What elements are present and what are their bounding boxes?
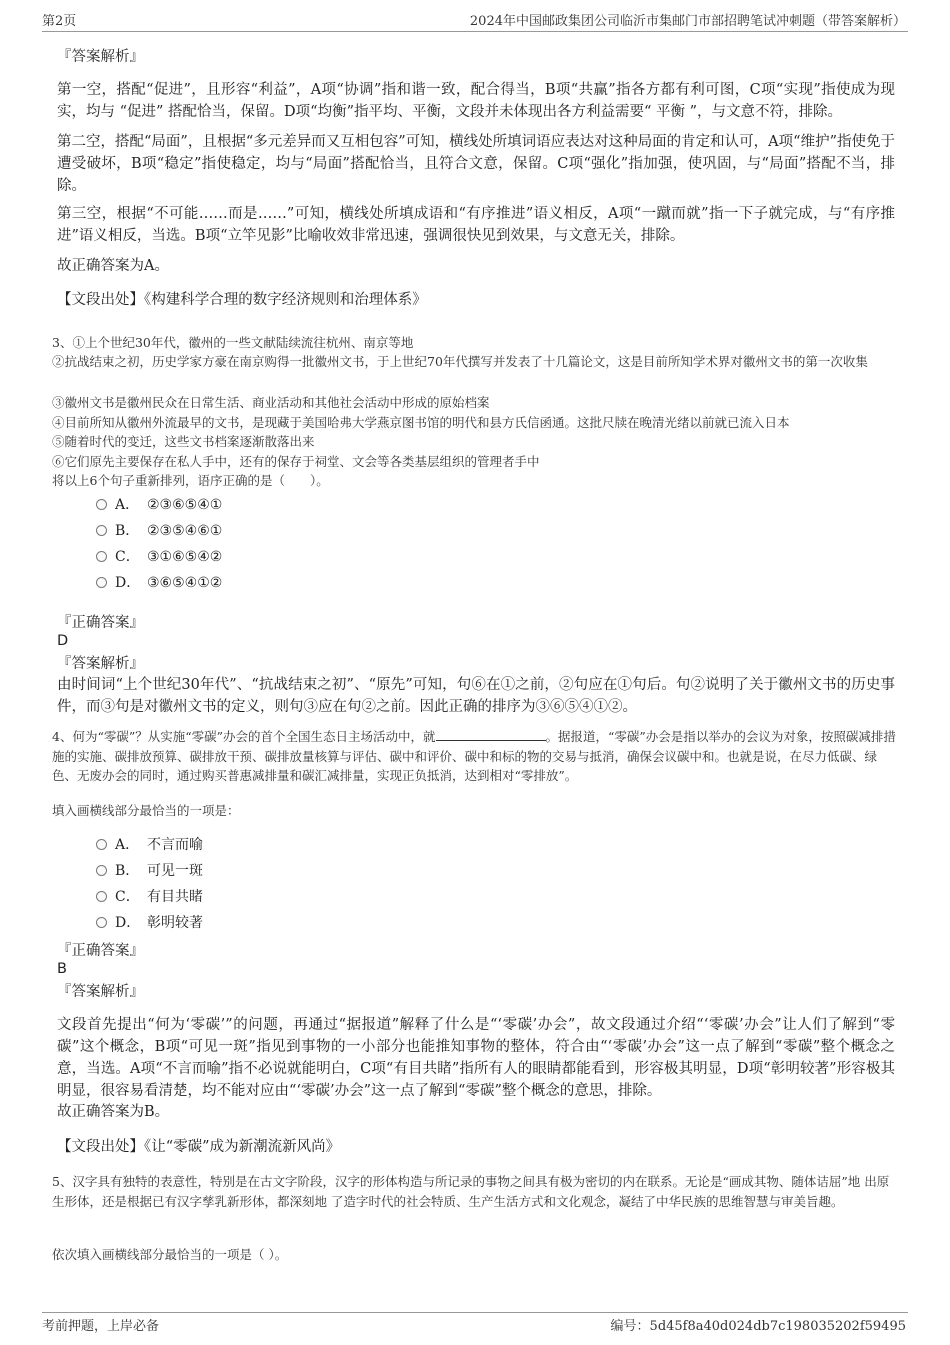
radio-icon[interactable] <box>96 891 107 902</box>
q4-source: 【文段出处】《让“零碳”成为新潮流新风尚》 <box>57 1139 341 1155</box>
q3-option-b[interactable]: B． ②③⑤④⑥① <box>96 521 222 541</box>
q4-option-c[interactable]: C． 有目共睹 <box>96 887 203 907</box>
q5-prompt: 依次填入画横线部分最恰当的一项是（ ）。 <box>52 1247 288 1262</box>
radio-icon[interactable] <box>96 525 107 536</box>
q3-prompt: 将以上6个句子重新排列，语序正确的是（ ）。 <box>52 473 329 488</box>
document-code: 编号：5d45f8a40d024db7c198035202f59495 <box>610 1319 906 1334</box>
q2-source: 【文段出处】《构建科学合理的数字经济规则和治理体系》 <box>57 292 427 308</box>
q3-option-c[interactable]: C． ③①⑥⑤④② <box>96 547 222 567</box>
q4-option-b[interactable]: B． 可见一斑 <box>96 861 203 881</box>
q3-sentence-4: ④目前所知从徽州外流最早的文书，是现藏于美国哈弗大学燕京图书馆的明代和县方氏信函通。这批尺牍在晚清光绪以前就已流入日本 <box>52 415 790 430</box>
q3-option-d[interactable]: D． ③⑥⑤④①② <box>96 573 222 593</box>
q3-sentence-6: ⑥它们原先主要保存在私人手中，还有的保存于祠堂、文会等各类基层组织的管理者手中 <box>52 454 540 469</box>
fill-blank <box>436 727 546 741</box>
page-number: 第2页 <box>42 14 77 29</box>
q3-correct-label: 『正确答案』 <box>57 615 144 631</box>
q2-analysis-para-1: 第一空，搭配“促进”，且形容“利益”，A项“协调”指和谐一致，配合得当，B项“共赢”指各方都有利可图，C项“实现”指使成为现实，均与 “促进” 搭配恰当，保留。D项“均衡”指平均、平衡，文段并未体现出各方利益需要“ 平衡 ”，与文意不符，排除。 <box>57 82 895 120</box>
q2-analysis-para-3: 第三空，根据“不可能……而是……”可知，横线处所填成语和“有序推进”语义相反，A项“一蹴而就”指一下子就完成，与“有序推进”语义相反，当选。B项“立竿见影”比喻收效非常迅速，强调很快见到效果，与文意无关，排除。 <box>57 206 895 244</box>
radio-icon[interactable] <box>96 551 107 562</box>
radio-icon[interactable] <box>96 499 107 510</box>
q2-analysis-label: 『答案解析』 <box>57 49 144 65</box>
radio-icon[interactable] <box>96 865 107 876</box>
q4-conclusion: 故正确答案为B。 <box>57 1104 170 1120</box>
q2-conclusion: 故正确答案为A。 <box>57 258 169 274</box>
footer-divider <box>42 1312 908 1313</box>
q4-prompt: 填入画横线部分最恰当的一项是： <box>52 803 240 818</box>
q3-analysis: 由时间词“上个世纪30年代”、“抗战结束之初”、“原先”可知，句⑥在①之前，②句应在①句后。句②说明了关于徽州文书的历史事件，而③句是对徽州文书的定义，则句③应在句②之前。因此正确的排序为③⑥⑤④①②。 <box>57 677 895 715</box>
q3-sentence-3: ③徽州文书是徽州民众在日常生活、商业活动和其他社会活动中形成的原始档案 <box>52 395 490 410</box>
radio-icon[interactable] <box>96 577 107 588</box>
q3-sentence-5: ⑤随着时代的变迁，这些文书档案逐渐散落出来 <box>52 434 315 449</box>
footer-slogan: 考前押题，上岸必备 <box>42 1319 160 1334</box>
q4-analysis-label: 『答案解析』 <box>57 984 144 1000</box>
q4-option-d[interactable]: D． 彰明较著 <box>96 913 203 933</box>
q3-sentence-1: 3、①上个世纪30年代，徽州的一些文献陆续流往杭州、南京等地 <box>52 335 414 350</box>
q4-analysis: 文段首先提出“何为‘零碳’”的问题，再通过“据报道”解释了什么是“‘零碳’办会”，故文段通过介绍“‘零碳’办会”让人们了解到“零碳”这个概念，B项“可见一斑”指见到事物的一小部分也能推知事物的整体，符合由“‘零碳’办会”这一点了解到“零碳”整个概念之意，当选。A项“不言而喻”指不必说就能明白，C项“有目共睹”指所有人的眼睛都能看到，形容极其明显，D项“彰明较著”形容极其明显，很容易看清楚，均不能对应由“‘零碳’办会”这一点了解到“零碳”整个概念的意思，排除。 <box>57 1017 895 1099</box>
q4-correct-answer: B <box>57 961 67 977</box>
q5-stem: 5、汉字具有独特的表意性，特别是在古文字阶段，汉字的形体构造与所记录的事物之间具有极为密切的内在联系。无论是“画成其物、随体诘屈”地 出原生形体，还是根据已有汉字孳乳新形体，都深刻地 了造字时代的社会特质、生产生活方式和文化观念，凝结了中华民族的思维智慧与审美旨趣。 <box>52 1174 890 1209</box>
q3-sentence-2: ②抗战结束之初，历史学家方豪在南京购得一批徽州文书，于上世纪70年代撰写并发表了十几篇论文，这是目前所知学术界对徽州文书的第一次收集 <box>52 354 868 369</box>
radio-icon[interactable] <box>96 839 107 850</box>
q2-analysis-para-2: 第二空，搭配“局面”，且根据“多元差异而又互相包容”可知，横线处所填词语应表达对这种局面的肯定和认可，A项“维护”指使免于遭受破坏，B项“稳定”指使稳定，均与“局面”搭配恰当，且符合文意，保留。C项“强化”指加强，使巩固，与“局面”搭配不当，排除。 <box>57 134 895 194</box>
radio-icon[interactable] <box>96 917 107 928</box>
q3-analysis-label: 『答案解析』 <box>57 656 144 672</box>
q4-correct-label: 『正确答案』 <box>57 943 144 959</box>
header-divider <box>42 31 908 32</box>
q4-stem: 4、何为“零碳”？从实施“零碳”办会的首个全国生态日主场活动中，就 。据报道，“零碳”办会是指以举办的会议为对象，按照碳减排措施的实施、碳排放预算、碳排放干预、碳排放量核算与评估、碳中和评价、碳中和标的物的交易与抵消，确保会议碳中和。也就是说，在尽力低碳、绿色、无废办会的同时，通过购买普惠减排量和碳汇减排量，实现正负抵消，达到相对“零排放”。 <box>52 729 896 783</box>
q3-correct-answer: D <box>57 633 69 649</box>
document-title: 2024年中国邮政集团公司临沂市集邮门市部招聘笔试冲刺题（带答案解析） <box>469 14 906 29</box>
q3-option-a[interactable]: A． ②③⑥⑤④① <box>96 495 222 515</box>
q4-option-a[interactable]: A． 不言而喻 <box>96 835 203 855</box>
